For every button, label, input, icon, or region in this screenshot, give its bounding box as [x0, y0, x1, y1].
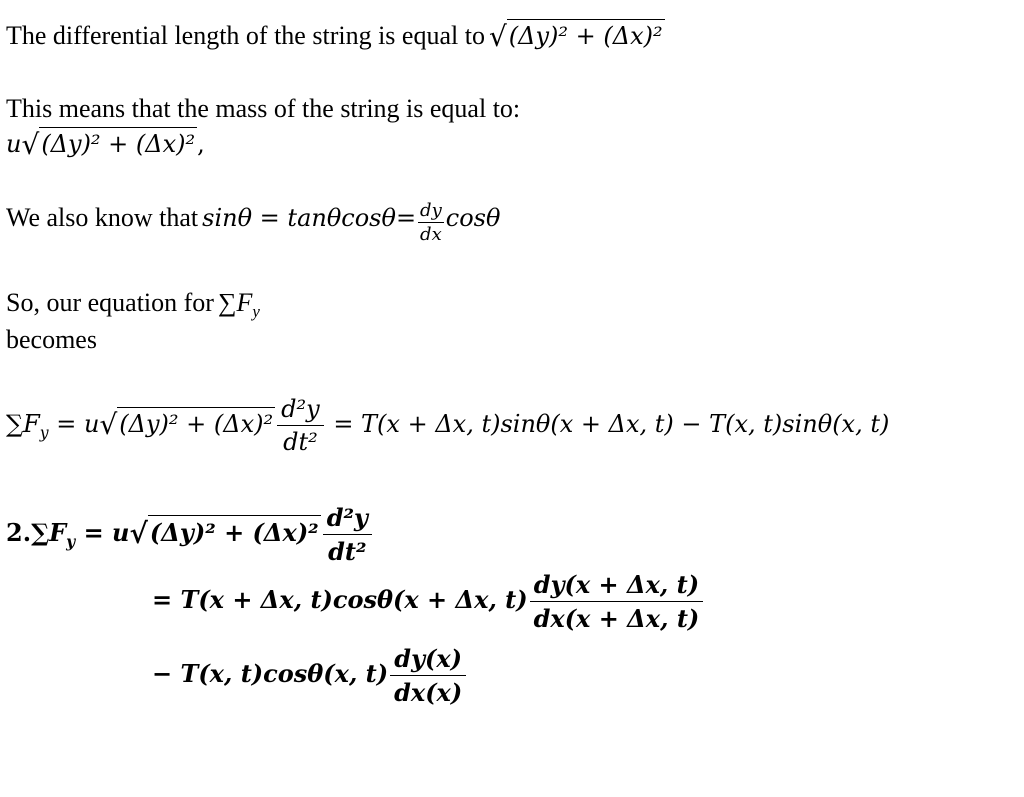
equation-for-text: So, our equation for	[6, 288, 214, 317]
mass-intro-text: This means that the mass of the string is equal to:	[6, 94, 521, 123]
dy-dx-fraction: $\frac{dy}{dx}$	[420, 200, 442, 245]
mass-comma: ,	[197, 130, 205, 158]
mass-coefficient: u	[6, 130, 22, 158]
equation-2-term-2	[152, 644, 468, 707]
line-differential-length	[6, 18, 665, 51]
eq3-text: = T(x + Δx, t)cosθ(x + Δx, t)	[152, 585, 528, 614]
differential-length-radical: √(Δy)² + (Δx)²	[488, 20, 663, 53]
mass-radical: √(Δy)² + (Δx)²	[21, 128, 196, 161]
line-becomes	[6, 325, 97, 355]
differential-length-text: The differential length of the string is equal to	[6, 21, 485, 50]
line-equation-for	[6, 288, 260, 322]
eq1-rhs: = T(x + Δx, t)sinθ(x + Δx, t) − T(x, t)sinθ(x, t)	[333, 410, 890, 438]
equation-2-term-1	[152, 570, 705, 633]
eq1-lhs: $\sum F_y$	[6, 410, 49, 442]
sin-identity-math: sinθ = tanθcosθ=	[202, 204, 417, 233]
eq4-fraction: $\frac{dy(x)}{dx(x)}$	[390, 644, 466, 707]
equation-2-lhs	[6, 503, 374, 566]
eq1-second-derivative: $\frac{\text{d²y}}{\text{dt²}}$	[277, 395, 324, 456]
eq3-fraction: $\frac{dy(x + \Delta x, t)}{dx(x + \Delta x, t)}$	[530, 570, 704, 633]
eq1-radical: √(Δy)² + (Δx)²	[99, 408, 274, 441]
eq1-mid: = u	[56, 410, 100, 438]
eq2-sum: $\sum F_y$	[31, 518, 76, 551]
cos-theta-term: cosθ	[445, 204, 501, 233]
sum-fy-label: $\sum F_y$	[217, 288, 260, 322]
becomes-text: becomes	[6, 325, 97, 354]
eq2-mid: = u	[83, 518, 130, 547]
eq4-text: − T(x, t)cosθ(x, t)	[152, 659, 389, 688]
line-sin-identity	[6, 200, 500, 245]
equation-sum-forces	[6, 395, 889, 456]
eq2-second-derivative: $\frac{\text{d²y}}{\text{dt²}}$	[323, 503, 372, 566]
sin-identity-text: We also know that	[6, 203, 199, 233]
line-mass-intro	[6, 94, 520, 124]
line-mass-expression	[6, 126, 205, 159]
eq2-radical: √(Δy)² + (Δx)²	[129, 517, 319, 550]
eq2-number: 2.	[6, 518, 32, 547]
